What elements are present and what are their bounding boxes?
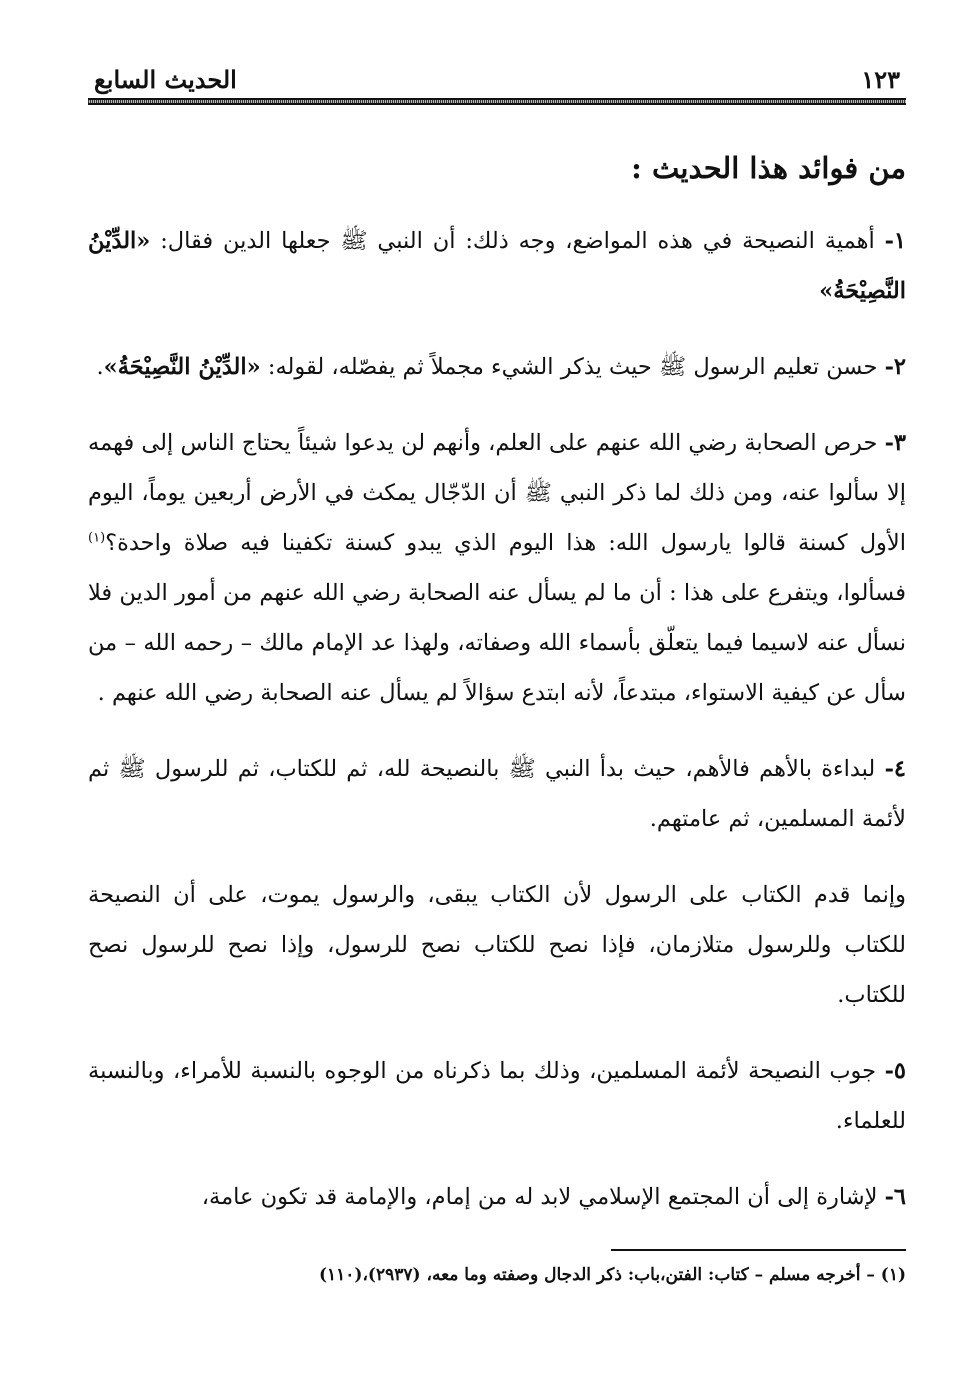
point-3	[88, 418, 906, 718]
point-text: حرص الصحابة رضي الله عنهم على العلم، وأنهم لن يدعوا شيئاً يحتاج الناس إلى فهمه إلا سألوا عنه، ومن ذلك لما ذكر النبي ﷺ أن الدّجّال يمكث في الأرض أربعين يوماً، اليوم الأول كسنة قالوا يارسول الله: هذا اليوم الذي يبدو كسنة تكفينا فيه صلاة واحدة؟	[88, 429, 906, 556]
running-header	[88, 52, 906, 94]
point-number: ٢-	[884, 353, 906, 380]
point-4	[88, 744, 906, 844]
point-6	[88, 1172, 906, 1222]
point-number: ٥-	[884, 1057, 906, 1084]
header-rule	[88, 98, 906, 105]
footnote-divider	[611, 1249, 906, 1251]
footnote-reference: (١)	[88, 530, 106, 546]
paragraph-continuation	[88, 870, 906, 1020]
point-text: أهمية النصيحة في هذه المواضع، وجه ذلك: أن النبي ﷺ جعلها الدين فقال:	[150, 227, 885, 254]
point-2	[88, 342, 906, 392]
point-text-after: .	[96, 353, 104, 380]
hadith-quote: «الدِّيْنُ النَّصِيْحَةُ»	[103, 353, 261, 380]
point-number: ٣-	[884, 429, 906, 456]
point-text: حسن تعليم الرسول ﷺ حيث يذكر الشيء مجملاً ثم يفصّله، لقوله:	[260, 353, 885, 380]
point-number: ٤-	[884, 755, 906, 782]
footnote: (١) – أخرجه مسلم – كتاب: الفتن،باب: ذكر الدجال وصفته وما معه، (٢٩٣٧)،(١١٠)	[318, 1265, 906, 1285]
chapter-title: الحديث السابع	[94, 65, 237, 94]
point-text: جوب النصيحة لأئمة المسلمين، وذلك بما ذكرناه من الوجوه بالنسبة للأمراء، وبالنسبة للعلماء.	[88, 1057, 906, 1134]
point-text-after: فسألوا، ويتفرع على هذا : أن ما لم يسأل عنه الصحابة رضي الله عنهم من أمور الدين فلا نسأل عنه لاسيما فيما يتعلّق بأسماء الله وصفاته، ولهذا عد الإمام مالك – رحمه الله – من سأل عن كيفية الاستواء، مبتدعاً، لأنه ابتدع سؤالاً لم يسأل عنه الصحابة رضي الله عنهم .	[88, 579, 906, 706]
point-text: لبداءة بالأهم فالأهم، حيث بدأ النبي ﷺ بالنصيحة لله، ثم للكتاب، ثم للرسول ﷺ ثم لأئمة المسلمين، ثم عامتهم.	[88, 755, 906, 832]
point-text: وإنما قدم الكتاب على الرسول لأن الكتاب يبقى، والرسول يموت، على أن النصيحة للكتاب وللرسول متلازمان، فإذا نصح للكتاب نصح للرسول، وإذا نصح للرسول نصح للكتاب.	[88, 881, 906, 1008]
point-number: ٦-	[884, 1183, 906, 1210]
point-5	[88, 1046, 906, 1146]
point-1	[88, 216, 906, 316]
point-number: ١-	[884, 227, 906, 254]
point-text: لإشارة إلى أن المجتمع الإسلامي لابد له من إمام، والإمامة قد تكون عامة،	[201, 1183, 885, 1210]
book-page	[88, 52, 906, 1248]
page-number: ١٢٣	[861, 65, 900, 94]
hadith-quote: «الدِّيْنُ النَّصِيْحَةُ»	[88, 227, 906, 304]
section-title: من فوائد هذا الحديث :	[631, 151, 906, 185]
